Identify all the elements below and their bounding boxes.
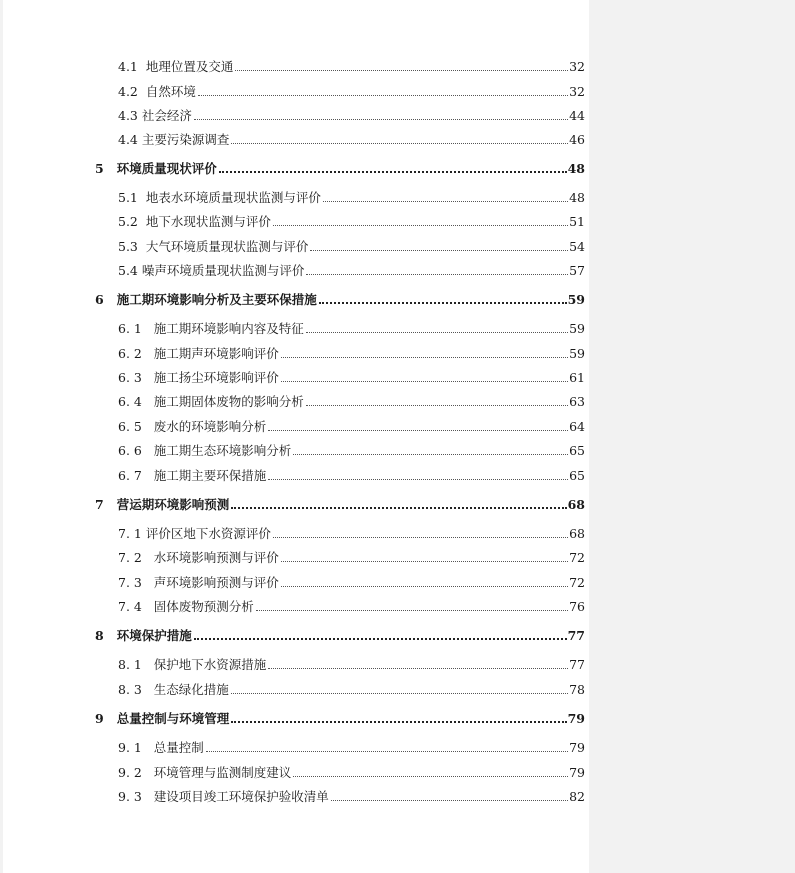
dot-leader [219, 171, 567, 173]
toc-entry-label [95, 497, 229, 513]
toc-section-entry[interactable] [118, 235, 585, 255]
toc-entry-separator [138, 214, 146, 229]
toc-page-number: 48 [569, 190, 585, 205]
toc-section-entry[interactable] [118, 736, 585, 756]
toc-section-entry[interactable] [118, 55, 585, 75]
toc-entry-label [118, 765, 291, 781]
toc-section-entry[interactable] [118, 522, 585, 542]
toc-entry-number: 4.2 [118, 84, 138, 99]
toc-entry-title: 固体废物预测分析 [153, 599, 254, 614]
toc-entry-number: 4.4 [118, 132, 138, 147]
toc-section-entry[interactable] [118, 390, 585, 410]
toc-entry-title: 自然环境 [145, 84, 196, 99]
toc-page-number: 32 [569, 59, 585, 74]
toc-section-entry[interactable] [118, 210, 585, 230]
toc-entry-label [118, 526, 271, 542]
dot-leader [231, 693, 568, 694]
toc-entry-title: 社会经济 [141, 108, 192, 123]
toc-entry-number: 6. 1 [118, 321, 142, 336]
dot-leader [306, 405, 568, 406]
toc-entry-title: 环境质量现状评价 [116, 161, 217, 176]
toc-entry-separator [142, 419, 154, 434]
toc-entry-number: 9. 3 [118, 789, 142, 804]
toc-entry-separator [142, 443, 154, 458]
toc-entry-number: 8. 1 [118, 657, 142, 672]
toc-page-number: 46 [569, 132, 585, 147]
dot-leader [281, 357, 568, 358]
toc-section-entry[interactable] [118, 259, 585, 279]
toc-section-entry[interactable] [118, 104, 585, 124]
toc-entry-title: 主要污染源调查 [141, 132, 230, 147]
toc-page-number: 82 [569, 789, 585, 804]
toc-entry-title: 施工扬尘环境影响评价 [153, 370, 279, 385]
toc-page-number: 32 [569, 84, 585, 99]
document-page [3, 0, 589, 873]
toc-entry-number: 4.3 [118, 108, 138, 123]
toc-entry-title: 施工期固体废物的影响分析 [153, 394, 304, 409]
dot-leader [293, 776, 568, 777]
toc-entry-separator [142, 575, 154, 590]
toc-entry-label [118, 263, 304, 279]
toc-entry-separator [142, 657, 154, 672]
toc-section-entry[interactable] [118, 761, 585, 781]
toc-entry-label [118, 132, 229, 148]
toc-entry-title: 废水的环境影响分析 [153, 419, 267, 434]
toc-entry-title: 总量控制与环境管理 [116, 711, 230, 726]
dot-leader [306, 274, 568, 275]
dot-leader [281, 561, 568, 562]
toc-entry-number: 7. 4 [118, 599, 142, 614]
toc-section-entry[interactable] [118, 186, 585, 206]
toc-entry-title: 建设项目竣工环境保护验收清单 [153, 789, 329, 804]
toc-entry-label [118, 84, 196, 100]
toc-entry-label [118, 59, 233, 75]
toc-page-number: 72 [569, 575, 585, 590]
toc-chapter-entry[interactable] [95, 493, 585, 513]
dot-leader [231, 507, 566, 509]
toc-entry-separator [138, 84, 146, 99]
toc-entry-label [118, 468, 266, 484]
toc-section-entry[interactable] [118, 317, 585, 337]
toc-entry-separator [142, 370, 154, 385]
toc-entry-separator [104, 292, 117, 307]
toc-page-number: 77 [567, 628, 585, 643]
toc-entry-label [95, 292, 317, 308]
toc-entry-separator [142, 468, 154, 483]
dot-leader [331, 800, 568, 801]
toc-entry-separator [142, 599, 154, 614]
toc-entry-label [118, 394, 304, 410]
toc-section-entry[interactable] [118, 80, 585, 100]
dot-leader [306, 332, 568, 333]
toc-entry-number: 6. 2 [118, 346, 142, 361]
toc-section-entry[interactable] [118, 785, 585, 805]
toc-entry-label [118, 575, 279, 591]
toc-entry-title: 施工期声环境影响评价 [153, 346, 279, 361]
toc-section-entry[interactable] [118, 595, 585, 615]
toc-entry-number: 9 [95, 711, 104, 726]
toc-entry-label [118, 599, 254, 615]
toc-page-number: 79 [569, 765, 585, 780]
toc-entry-title: 声环境影响预测与评价 [153, 575, 279, 590]
toc-entry-number: 6. 4 [118, 394, 142, 409]
toc-entry-number: 7. 1 [118, 526, 142, 541]
toc-entry-separator [142, 394, 154, 409]
toc-entry-separator [104, 497, 117, 512]
toc-entry-label [118, 321, 304, 337]
dot-leader [268, 668, 568, 669]
toc-entry-title: 保护地下水资源措施 [153, 657, 267, 672]
toc-entry-label [118, 190, 321, 206]
toc-entry-number: 6 [95, 292, 104, 307]
toc-section-entry[interactable] [118, 439, 585, 459]
toc-entry-separator [142, 740, 154, 755]
toc-section-entry[interactable] [118, 415, 585, 435]
toc-entry-label [118, 239, 308, 255]
toc-entry-number: 4.1 [118, 59, 138, 74]
toc-entry-label [118, 550, 279, 566]
toc-entry-label [118, 740, 204, 756]
toc-chapter-entry[interactable] [95, 624, 585, 644]
toc-page-number: 48 [567, 161, 585, 176]
toc-page-number: 79 [567, 711, 585, 726]
toc-entry-separator [142, 682, 154, 697]
dot-leader [310, 250, 568, 251]
toc-entry-number: 6. 3 [118, 370, 142, 385]
toc-entry-number: 6. 6 [118, 443, 142, 458]
toc-entry-label [118, 419, 266, 435]
toc-entry-number: 9. 1 [118, 740, 142, 755]
viewer-background [589, 0, 795, 873]
toc-chapter-entry[interactable] [95, 288, 585, 308]
toc-entry-separator [104, 161, 117, 176]
toc-entry-title: 地理位置及交通 [145, 59, 234, 74]
toc-entry-label [118, 346, 279, 362]
toc-section-entry[interactable] [118, 571, 585, 591]
toc-entry-separator [142, 765, 154, 780]
toc-entry-title: 环境管理与监测制度建议 [153, 765, 292, 780]
toc-entry-label [118, 108, 192, 124]
dot-leader [206, 751, 568, 752]
dot-leader [273, 537, 568, 538]
toc-entry-separator [104, 711, 117, 726]
toc-entry-separator [104, 628, 117, 643]
toc-entry-title: 总量控制 [153, 740, 204, 755]
toc-section-entry[interactable] [118, 678, 585, 698]
dot-leader [273, 225, 568, 226]
toc-page-number: 59 [569, 321, 585, 336]
toc-entry-number: 5 [95, 161, 104, 176]
toc-entry-separator [142, 550, 154, 565]
toc-page-number: 44 [569, 108, 585, 123]
toc-entry-title: 评价区地下水资源评价 [145, 526, 271, 541]
toc-entry-title: 营运期环境影响预测 [116, 497, 230, 512]
dot-leader [198, 95, 568, 96]
toc-entry-separator [138, 190, 146, 205]
toc-page-number: 65 [569, 443, 585, 458]
toc-page-number: 77 [569, 657, 585, 672]
toc-page-number: 63 [569, 394, 585, 409]
toc-section-entry[interactable] [118, 128, 585, 148]
toc-entry-label [95, 161, 217, 177]
toc-entry-separator [142, 789, 154, 804]
toc-entry-label [95, 711, 229, 727]
dot-leader [293, 454, 568, 455]
toc-section-entry[interactable] [118, 546, 585, 566]
dot-leader [194, 638, 567, 640]
toc-entry-number: 5.4 [118, 263, 138, 278]
dot-leader [268, 479, 568, 480]
dot-leader [319, 302, 567, 304]
toc-entry-number: 7. 2 [118, 550, 142, 565]
toc-entry-label [118, 443, 291, 459]
toc-entry-label [118, 657, 266, 673]
toc-entry-title: 环境保护措施 [116, 628, 192, 643]
toc-section-entry[interactable] [118, 464, 585, 484]
toc-entry-title: 大气环境质量现状监测与评价 [145, 239, 309, 254]
dot-leader [281, 381, 568, 382]
toc-page-number: 68 [567, 497, 585, 512]
toc-section-entry[interactable] [118, 342, 585, 362]
toc-page-number: 51 [569, 214, 585, 229]
toc-page-number: 64 [569, 419, 585, 434]
toc-entry-title: 噪声环境质量现状监测与评价 [141, 263, 305, 278]
toc-page-number: 76 [569, 599, 585, 614]
dot-leader [256, 610, 568, 611]
toc-entry-title: 施工期生态环境影响分析 [153, 443, 292, 458]
toc-entry-label [118, 214, 271, 230]
dot-leader [235, 70, 568, 71]
toc-entry-label [95, 628, 192, 644]
toc-section-entry[interactable] [118, 653, 585, 673]
toc-entry-number: 5.2 [118, 214, 138, 229]
toc-entry-title: 施工期环境影响分析及主要环保措施 [116, 292, 317, 307]
dot-leader [231, 143, 568, 144]
toc-entry-number: 7. 3 [118, 575, 142, 590]
toc-entry-number: 6. 5 [118, 419, 142, 434]
dot-leader [268, 430, 568, 431]
dot-leader [281, 586, 568, 587]
toc-page-number: 65 [569, 468, 585, 483]
toc-entry-number: 8. 3 [118, 682, 142, 697]
toc-entry-separator [142, 346, 154, 361]
toc-chapter-entry[interactable] [95, 707, 585, 727]
toc-page-number: 59 [569, 346, 585, 361]
toc-page-number: 72 [569, 550, 585, 565]
toc-entry-title: 地表水环境质量现状监测与评价 [145, 190, 321, 205]
dot-leader [323, 201, 568, 202]
toc-entry-title: 水环境影响预测与评价 [153, 550, 279, 565]
toc-entry-separator [138, 59, 146, 74]
toc-entry-title: 施工期环境影响内容及特征 [153, 321, 304, 336]
toc-page-number: 59 [567, 292, 585, 307]
toc-entry-number: 7 [95, 497, 104, 512]
toc-entry-separator [142, 321, 154, 336]
toc-page-number: 54 [569, 239, 585, 254]
toc-page-number: 79 [569, 740, 585, 755]
toc-page-number: 78 [569, 682, 585, 697]
toc-entry-title: 生态绿化措施 [153, 682, 229, 697]
toc-page-number: 68 [569, 526, 585, 541]
dot-leader [194, 119, 568, 120]
toc-entry-number: 9. 2 [118, 765, 142, 780]
toc-entry-number: 8 [95, 628, 104, 643]
toc-entry-number: 6. 7 [118, 468, 142, 483]
toc-entry-number: 5.3 [118, 239, 138, 254]
toc-entry-label [118, 789, 329, 805]
toc-page-number: 61 [569, 370, 585, 385]
toc-chapter-entry[interactable] [95, 157, 585, 177]
toc-entry-label [118, 682, 229, 698]
toc-section-entry[interactable] [118, 366, 585, 386]
toc-page-number: 57 [569, 263, 585, 278]
toc-entry-number: 5.1 [118, 190, 138, 205]
toc-entry-title: 地下水现状监测与评价 [145, 214, 271, 229]
toc-entry-separator [138, 239, 146, 254]
toc-entry-title: 施工期主要环保措施 [153, 468, 267, 483]
dot-leader [231, 721, 566, 723]
toc-entry-label [118, 370, 279, 386]
